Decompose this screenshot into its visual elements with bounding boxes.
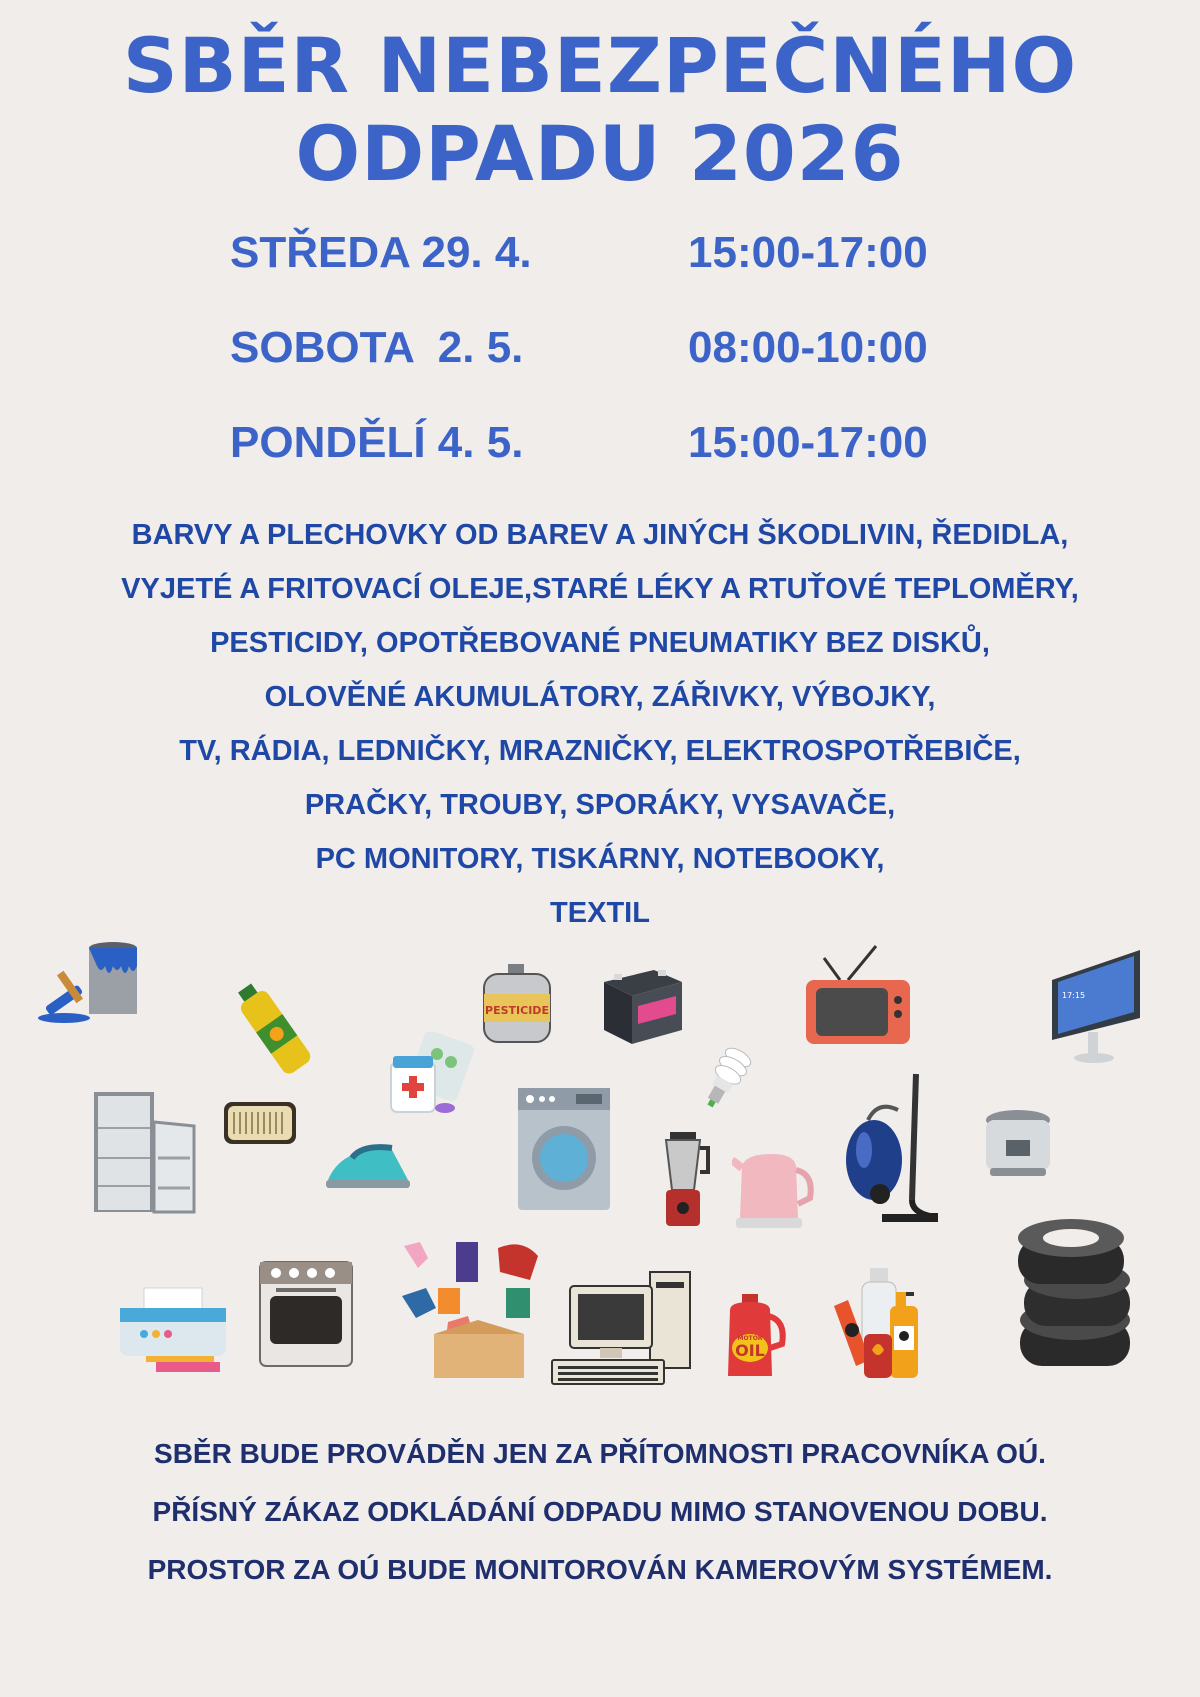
list-item: TV, RÁDIA, LEDNIČKY, MRAZNIČKY, ELEKTROSPOTŘEBIČE, [179, 735, 1021, 767]
schedule-time: 15:00-17:00 [688, 228, 928, 277]
motor-oil-small-label: MOTOR [737, 1335, 763, 1342]
schedule-row [0, 228, 1200, 323]
list-item: OLOVĚNÉ AKUMULÁTORY, ZÁŘIVKY, VÝBOJKY, [264, 681, 936, 713]
tires-icon [1012, 1216, 1138, 1372]
schedule-day: SOBOTA 2. 5. [230, 323, 524, 372]
washing-machine-icon [516, 1086, 612, 1212]
note-line: PROSTOR ZA OÚ BUDE MONITOROVÁN KAMEROVÝM SYSTÉMEM. [147, 1554, 1053, 1585]
iron-icon [322, 1136, 414, 1196]
vacuum-icon [842, 1070, 942, 1230]
monitor-icon [1048, 940, 1144, 1068]
schedule-day: STŘEDA 29. 4. [230, 228, 532, 277]
medicine-icon [385, 1032, 475, 1122]
printer-icon [116, 1284, 230, 1384]
list-item: BARVY A PLECHOVKY OD BAREV A JINÝCH ŠKODLIVIN, ŘEDIDLA, [131, 519, 1069, 551]
oil-bottle-icon [234, 970, 324, 1080]
paint-bucket-icon [34, 940, 154, 1030]
list-item: PRAČKY, TROUBY, SPORÁKY, VYSAVAČE, [304, 789, 896, 821]
note-line: PŘÍSNÝ ZÁKAZ ODKLÁDÁNÍ ODPADU MIMO STANOVENOU DOBU. [152, 1496, 1048, 1527]
rice-cooker-icon [980, 1106, 1056, 1182]
page-title [0, 22, 1200, 198]
stove-icon [258, 1260, 354, 1370]
pesticide-can-icon [478, 964, 558, 1048]
motor-oil-label: OIL [735, 1341, 765, 1360]
energy-saving-bulb-icon [690, 1040, 760, 1120]
waste-items-list [0, 508, 1200, 940]
computer-icon [550, 1268, 694, 1388]
chemicals-icon [832, 1266, 932, 1382]
radio-icon [222, 1098, 298, 1148]
motor-oil-icon [722, 1292, 792, 1382]
car-battery-icon [594, 964, 686, 1048]
list-item: TEXTIL [550, 897, 650, 929]
list-item: VYJETÉ A FRITOVACÍ OLEJE,STARÉ LÉKY A RTUŤOVÉ TEPLOMĚRY, [121, 573, 1079, 605]
textile-box-icon [398, 1236, 558, 1386]
pesticide-label: PESTICIDE [485, 1004, 549, 1017]
note-line: SBĚR BUDE PROVÁDĚN JEN ZA PŘÍTOMNOSTI PRACOVNÍKA OÚ. [154, 1438, 1046, 1469]
schedule-time: 08:00-10:00 [688, 323, 928, 372]
monitor-clock: 17:15 [1062, 991, 1086, 1000]
schedule-time: 15:00-17:00 [688, 418, 928, 467]
schedule-row [0, 323, 1200, 418]
list-item: PESTICIDY, OPOTŘEBOVANÉ PNEUMATIKY BEZ DISKŮ, [210, 627, 990, 659]
schedule-row [0, 418, 1200, 513]
schedule [0, 228, 1200, 513]
schedule-day: PONDĚLÍ 4. 5. [230, 418, 524, 467]
list-item: PC MONITORY, TISKÁRNY, NOTEBOOKY, [315, 843, 885, 875]
tv-icon [804, 940, 914, 1050]
blender-icon [656, 1130, 712, 1230]
kettle-icon [732, 1148, 816, 1232]
notes [0, 1425, 1200, 1599]
fridge-icon [90, 1088, 200, 1218]
title-line-1: SBĚR NEBEZPEČNÉHO [122, 21, 1078, 110]
waste-illustrations [0, 940, 1200, 1400]
title-line-2: ODPADU 2026 [295, 109, 905, 198]
